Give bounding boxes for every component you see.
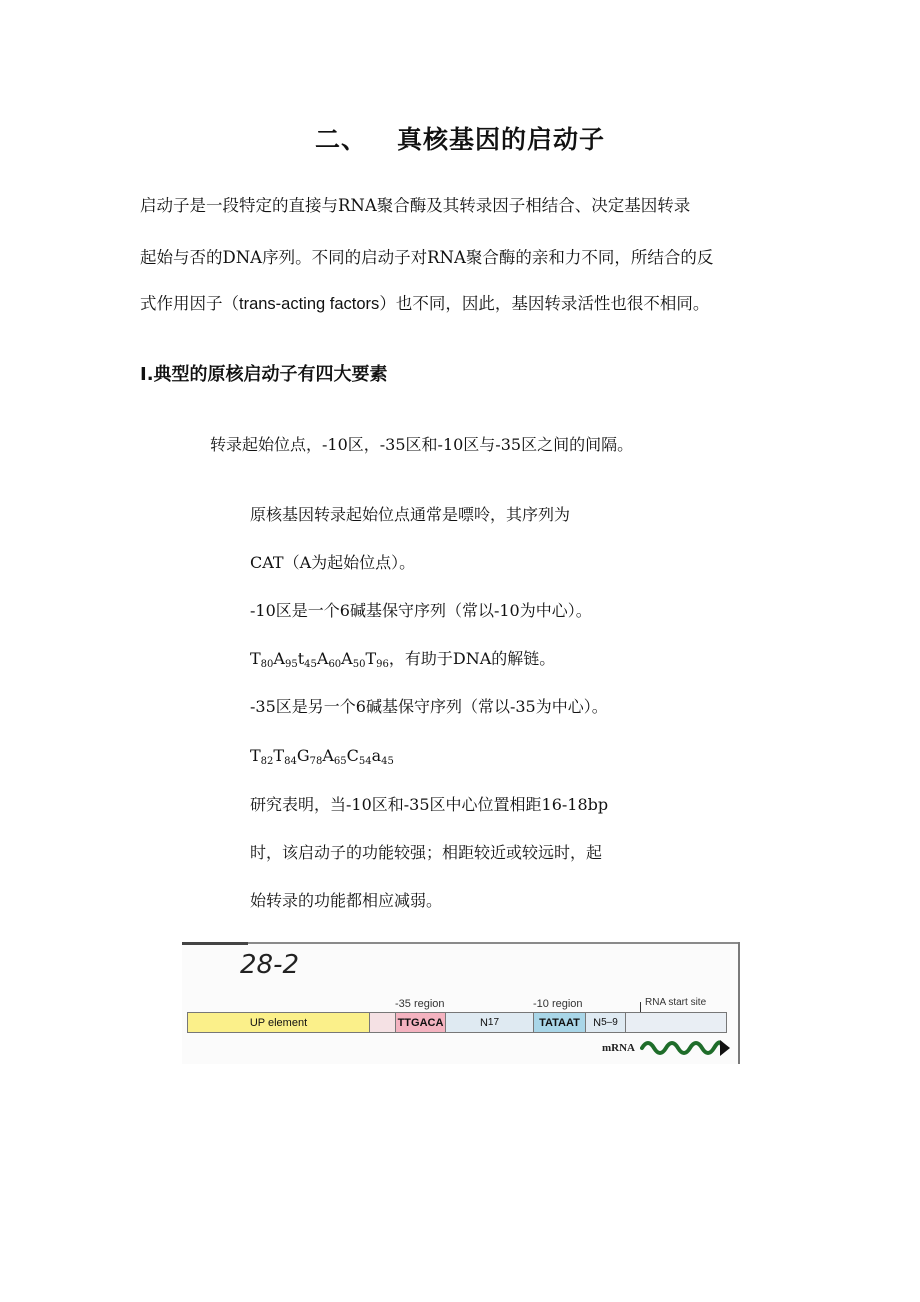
minus10-base: A: [273, 649, 285, 668]
minus35-frequency: 45: [381, 756, 394, 767]
minus10-frequency: 96: [376, 659, 389, 670]
minus35-frequency: 84: [284, 756, 297, 767]
title-text: 真核基因的启动子: [397, 125, 606, 154]
minus35-frequency: 82: [260, 756, 274, 767]
start-site-arrow-icon: [640, 1002, 641, 1012]
n17-subscript: 17: [487, 1017, 500, 1028]
minus35-base: C: [346, 746, 359, 765]
elements-line: 转录起始位点，-10区，-35区和-10区与-35区之间的间隔。: [210, 435, 634, 454]
intro-line-3-c: ）也不同，因此，基因转录活性也很不相同。: [379, 294, 710, 313]
minus10-base: T: [250, 649, 261, 668]
minus10-base: t: [297, 649, 305, 668]
n5-9-spacer: [586, 1013, 626, 1032]
minus10-base: A: [316, 649, 329, 668]
rna-start-site-label: RNA start site: [645, 997, 707, 1008]
minus35-base: A: [322, 746, 334, 765]
mrna-label: mRNA: [602, 1042, 635, 1054]
minus10-frequency: 60: [328, 659, 342, 670]
up-element-segment: UP element: [188, 1013, 370, 1032]
minus35-consensus-sequence: [250, 746, 394, 765]
figure-top-border: [182, 942, 738, 944]
minus10-consensus-sequence: [250, 649, 389, 668]
mrna-wave-icon: [640, 1036, 732, 1060]
n59-letter: N: [593, 1016, 602, 1029]
page-title: [0, 120, 920, 156]
intro-line-3-a: 式作用因子（: [140, 294, 239, 313]
detail-line-3: -10区是一个6碱基保守序列（常以-10为中心）。: [250, 601, 592, 620]
figure-right-border: [738, 942, 740, 1064]
minus35-base: a: [371, 746, 382, 765]
minus35-base: T: [273, 746, 285, 765]
minus35-frequency: 54: [358, 756, 372, 767]
detail-line-2: CAT（A为起始位点）。: [250, 553, 416, 572]
minus35-frequency: 78: [309, 756, 323, 767]
detail-line-9: 始转录的功能都相应减弱。: [250, 891, 443, 910]
detail-line-7: 研究表明，当-10区和-35区中心位置相距16-18bp: [250, 795, 609, 814]
n17-letter: N: [479, 1016, 488, 1029]
detail-line-4: [250, 646, 555, 670]
detail-line-8: 时，该启动子的功能较强；相距较近或较远时，起: [250, 843, 603, 862]
minus35-box: TTGACA: [396, 1013, 446, 1032]
minus10-region-label: -10 region: [533, 998, 583, 1010]
minus10-frequency: 50: [352, 659, 366, 670]
minus35-frequency: 65: [333, 756, 347, 767]
intro-line-1: 启动子是一段特定的直接与RNA聚合酶及其转录因子相结合、决定基因转录: [140, 196, 691, 215]
minus35-region-label: -35 region: [395, 998, 445, 1010]
minus10-box: TATAAT: [534, 1013, 586, 1032]
minus35-base: T: [250, 746, 261, 765]
detail-line-1: 原核基因转录起始位点通常是嘌呤，其序列为: [250, 505, 571, 524]
detail-line-4-suffix: ，有助于DNA的解链。: [388, 649, 556, 668]
minus10-frequency: 95: [284, 659, 298, 670]
minus10-frequency: 80: [260, 659, 274, 670]
spacer-segment: [370, 1013, 396, 1032]
n17-spacer: [446, 1013, 534, 1032]
figure-tab-mark: [182, 942, 248, 945]
minus10-base: T: [365, 649, 377, 668]
minus10-frequency: 45: [304, 659, 317, 670]
intro-line-3: [140, 278, 709, 330]
transcribed-segment: [626, 1013, 726, 1032]
minus35-base: G: [296, 746, 310, 765]
handwritten-note: 28-2: [240, 950, 300, 980]
promoter-figure: [182, 942, 740, 1064]
minus10-base: A: [341, 649, 353, 668]
trans-acting-term: trans-acting factors: [239, 295, 380, 313]
detail-line-5: -35区是另一个6碱基保守序列（常以-35为中心）。: [250, 697, 608, 716]
section-heading: Ⅰ.典型的原核启动子有四大要素: [140, 364, 388, 385]
title-number: 二、: [314, 125, 367, 154]
n59-subscript: 5–9: [601, 1017, 618, 1028]
detail-line-6: [250, 746, 394, 767]
intro-line-2: 起始与否的DNA序列。不同的启动子对RNA聚合酶的亲和力不同，所结合的反: [140, 248, 714, 267]
promoter-bar: [187, 1012, 727, 1033]
